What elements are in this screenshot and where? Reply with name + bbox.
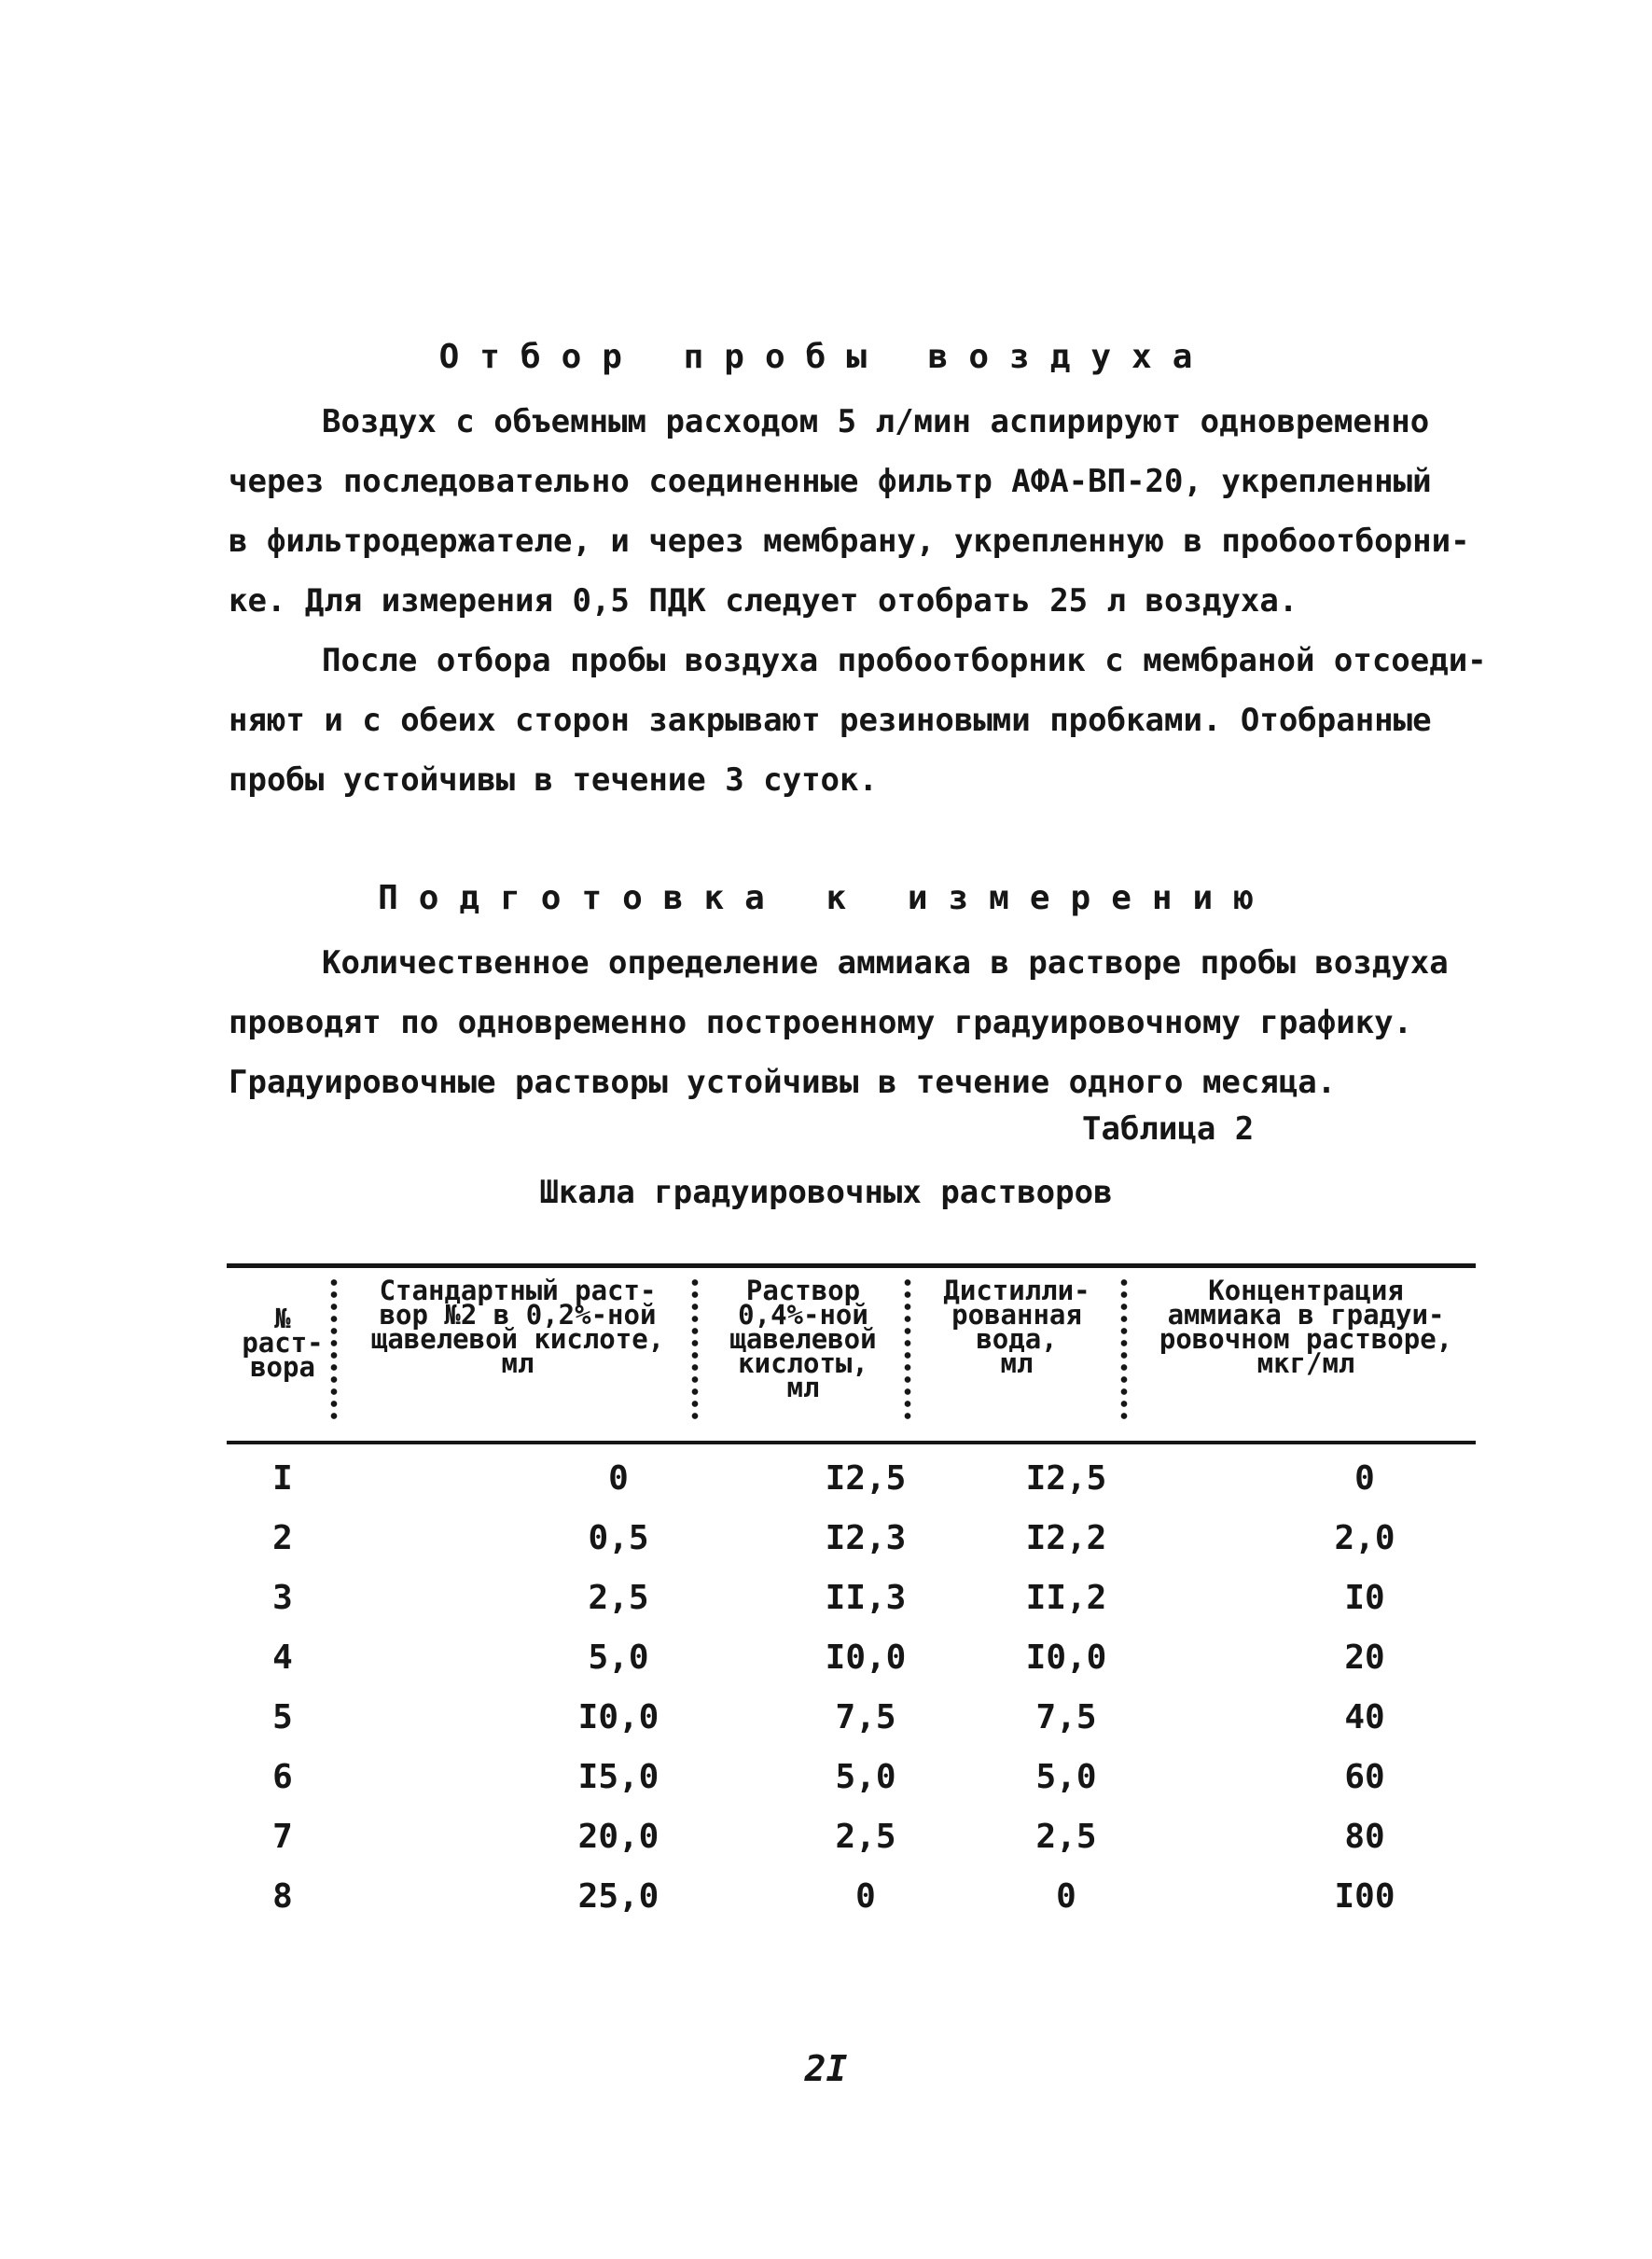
text-line: в фильтродержателе, и через мембрану, укрепленную в пробоотборни- <box>229 523 1470 560</box>
cell-distilled-water: I0,0 <box>1025 1638 1107 1677</box>
paragraph-measurement-prep <box>229 933 1469 1112</box>
cell-solution-number: 2 <box>272 1519 293 1557</box>
header-oxalic-acid-solution: Раствор 0,4%-ной щавелевой кислоты, мл <box>729 1275 877 1403</box>
text-line: Воздух с объемным расходом 5 л/мин аспирируют одновременно <box>322 403 1430 440</box>
table-top-rule <box>227 1263 1476 1268</box>
table-row <box>227 1448 1476 1508</box>
table-row <box>227 1687 1476 1747</box>
table-row <box>227 1806 1476 1866</box>
text-line: ке. Для измерения 0,5 ПДК следует отобрать 25 л воздуха. <box>229 582 1298 620</box>
cell-concentration: I00 <box>1334 1877 1395 1916</box>
header-standard-solution: Стандартный раст- вор №2 в 0,2%-ной щавелевой кислоте, мл <box>370 1275 665 1379</box>
cell-distilled-water: 5,0 <box>1035 1758 1097 1796</box>
cell-solution-number: 4 <box>272 1638 293 1677</box>
column-separator <box>903 1276 912 1424</box>
cell-concentration: 2,0 <box>1334 1519 1395 1557</box>
text-line: няют и с обеих сторон закрывают резиновыми пробками. Отобранные <box>229 702 1432 739</box>
cell-standard-solution: 0,5 <box>588 1519 649 1557</box>
cell-solution-number: 7 <box>272 1818 293 1856</box>
section-heading-air-sampling: Отбор пробы воздуха <box>438 338 1214 376</box>
column-separator <box>1119 1276 1129 1424</box>
cell-oxalic-acid: 0 <box>855 1877 876 1916</box>
header-ammonia-concentration: Концентрация аммиака в градуи- ровочном растворе, мкг/мл <box>1159 1275 1453 1379</box>
cell-distilled-water: 0 <box>1056 1877 1076 1916</box>
table-row <box>227 1568 1476 1627</box>
cell-standard-solution: I5,0 <box>577 1758 659 1796</box>
cell-oxalic-acid: I2,5 <box>825 1459 907 1498</box>
cell-standard-solution: I0,0 <box>577 1698 659 1736</box>
cell-solution-number: 6 <box>272 1758 293 1796</box>
table-header-rule <box>227 1441 1476 1444</box>
paragraph-air-sampling <box>229 392 1469 631</box>
table-row <box>227 1866 1476 1926</box>
table-label: Таблица 2 <box>1082 1110 1255 1148</box>
section-heading-measurement-prep: Подготовка к измерению <box>378 879 1274 917</box>
header-solution-number: № раст- вора <box>242 1303 324 1383</box>
cell-oxalic-acid: 7,5 <box>835 1698 896 1736</box>
cell-concentration: I0 <box>1344 1579 1385 1617</box>
cell-standard-solution: 25,0 <box>577 1877 659 1916</box>
header-distilled-water: Дистилли- рованная вода, мл <box>943 1275 1090 1379</box>
text-line: После отбора пробы воздуха пробоотборник с мембраной отсоеди- <box>322 642 1487 679</box>
column-separator <box>329 1276 339 1424</box>
text-line: Градуировочные растворы устойчивы в течение одного месяца. <box>229 1064 1337 1101</box>
cell-concentration: 0 <box>1354 1459 1375 1498</box>
text-line: Количественное определение аммиака в растворе пробы воздуха <box>322 944 1449 982</box>
cell-oxalic-acid: I0,0 <box>825 1638 907 1677</box>
cell-distilled-water: I2,5 <box>1025 1459 1107 1498</box>
cell-oxalic-acid: 2,5 <box>835 1818 896 1856</box>
table-row <box>227 1508 1476 1568</box>
paragraph-sample-storage <box>229 631 1487 810</box>
page-number: 2I <box>804 2048 848 2089</box>
cell-solution-number: 3 <box>272 1579 293 1617</box>
cell-solution-number: 8 <box>272 1877 293 1916</box>
cell-distilled-water: 2,5 <box>1035 1818 1097 1856</box>
cell-standard-solution: 5,0 <box>588 1638 649 1677</box>
text-line: проводят по одновременно построенному градуировочному графику. <box>229 1004 1413 1041</box>
cell-distilled-water: I2,2 <box>1025 1519 1107 1557</box>
cell-standard-solution: 20,0 <box>577 1818 659 1856</box>
cell-concentration: 40 <box>1344 1698 1385 1736</box>
cell-concentration: 80 <box>1344 1818 1385 1856</box>
cell-concentration: 20 <box>1344 1638 1385 1677</box>
table-row <box>227 1747 1476 1806</box>
text-line: пробы устойчивы в течение 3 суток. <box>229 761 878 799</box>
cell-standard-solution: 0 <box>608 1459 629 1498</box>
cell-oxalic-acid: II,3 <box>825 1579 907 1617</box>
cell-concentration: 60 <box>1344 1758 1385 1796</box>
cell-solution-number: I <box>272 1459 293 1498</box>
column-separator <box>690 1276 700 1424</box>
cell-oxalic-acid: I2,3 <box>825 1519 907 1557</box>
cell-standard-solution: 2,5 <box>588 1579 649 1617</box>
cell-oxalic-acid: 5,0 <box>835 1758 896 1796</box>
table-row <box>227 1627 1476 1687</box>
text-line: через последовательно соединенные фильтр АФА-ВП-20, укрепленный <box>229 463 1432 500</box>
cell-distilled-water: 7,5 <box>1035 1698 1097 1736</box>
cell-solution-number: 5 <box>272 1698 293 1736</box>
table-caption: Шкала градуировочных растворов <box>539 1174 1113 1211</box>
cell-distilled-water: II,2 <box>1025 1579 1107 1617</box>
